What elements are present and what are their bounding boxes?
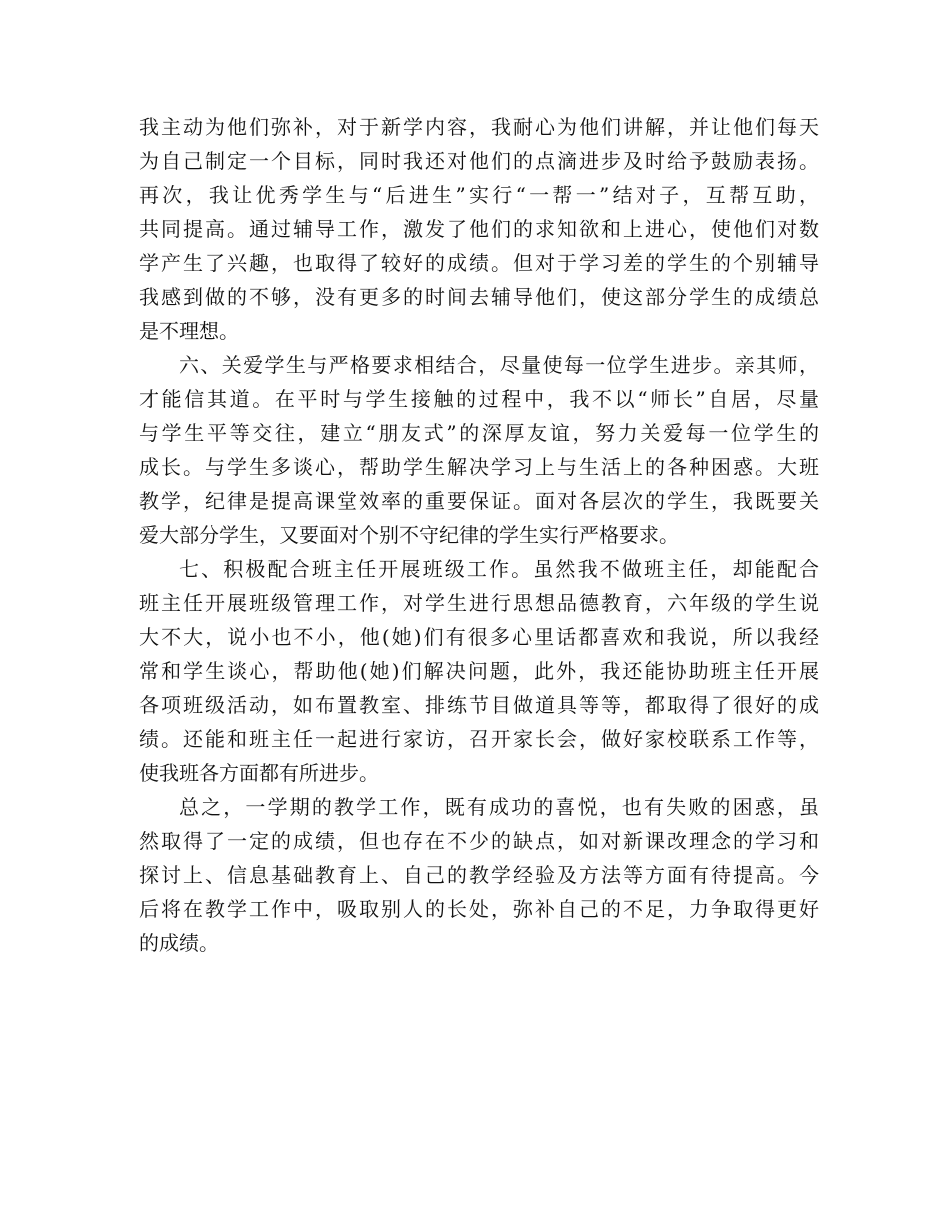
text-line: 与学生平等交往，建立“朋友式”的深厚友谊，努力关爱每一位学生的 [139,421,819,445]
text-line: 的成绩。 [139,931,219,955]
text-line: 总之，一学期的教学工作，既有成功的喜悦，也有失败的困惑，虽 [179,795,819,819]
text-line: 使我班各方面都有所进步。 [139,761,379,785]
text-line: 爱大部分学生，又要面对个别不守纪律的学生实行严格要求。 [139,523,679,547]
text-line: 然取得了一定的成绩，但也存在不少的缺点，如对新课改理念的学习和 [139,829,819,853]
document-body [139,110,819,960]
text-line: 成长。与学生多谈心，帮助学生解决学习上与生活上的各种困惑。大班 [139,455,819,479]
text-line: 各项班级活动，如布置教室、排练节目做道具等等，都取得了很好的成 [139,693,819,717]
text-line: 大不大，说小也不小，他(她)们有很多心里话都喜欢和我说，所以我经 [139,625,819,649]
text-line: 六、关爱学生与严格要求相结合，尽量使每一位学生进步。亲其师， [179,353,819,377]
text-line: 常和学生谈心，帮助他(她)们解决问题，此外，我还能协助班主任开展 [139,659,819,683]
text-line: 才能信其道。在平时与学生接触的过程中，我不以“师长”自居，尽量 [139,387,819,411]
text-line: 探讨上、信息基础教育上、自己的教学经验及方法等方面有待提高。今 [139,863,819,887]
text-line: 是不理想。 [139,319,239,343]
text-line: 班主任开展班级管理工作，对学生进行思想品德教育，六年级的学生说 [139,591,819,615]
text-line: 教学，纪律是提高课堂效率的重要保证。面对各层次的学生，我既要关 [139,489,819,513]
text-line: 为自己制定一个目标，同时我还对他们的点滴进步及时给予鼓励表扬。 [139,149,819,173]
text-line: 绩。还能和班主任一起进行家访，召开家长会，做好家校联系工作等， [139,727,819,751]
text-line: 七、积极配合班主任开展班级工作。虽然我不做班主任，却能配合 [179,557,819,581]
text-line: 共同提高。通过辅导工作，激发了他们的求知欲和上进心，使他们对数 [139,217,819,241]
text-line: 后将在教学工作中，吸取别人的长处，弥补自己的不足，力争取得更好 [139,897,819,921]
text-line: 我感到做的不够，没有更多的时间去辅导他们，使这部分学生的成绩总 [139,285,819,309]
text-line: 学产生了兴趣，也取得了较好的成绩。但对于学习差的学生的个别辅导 [139,251,819,275]
text-line: 我主动为他们弥补，对于新学内容，我耐心为他们讲解，并让他们每天 [139,115,819,139]
text-line: 再次，我让优秀学生与“后进生”实行“一帮一”结对子，互帮互助， [139,183,819,207]
